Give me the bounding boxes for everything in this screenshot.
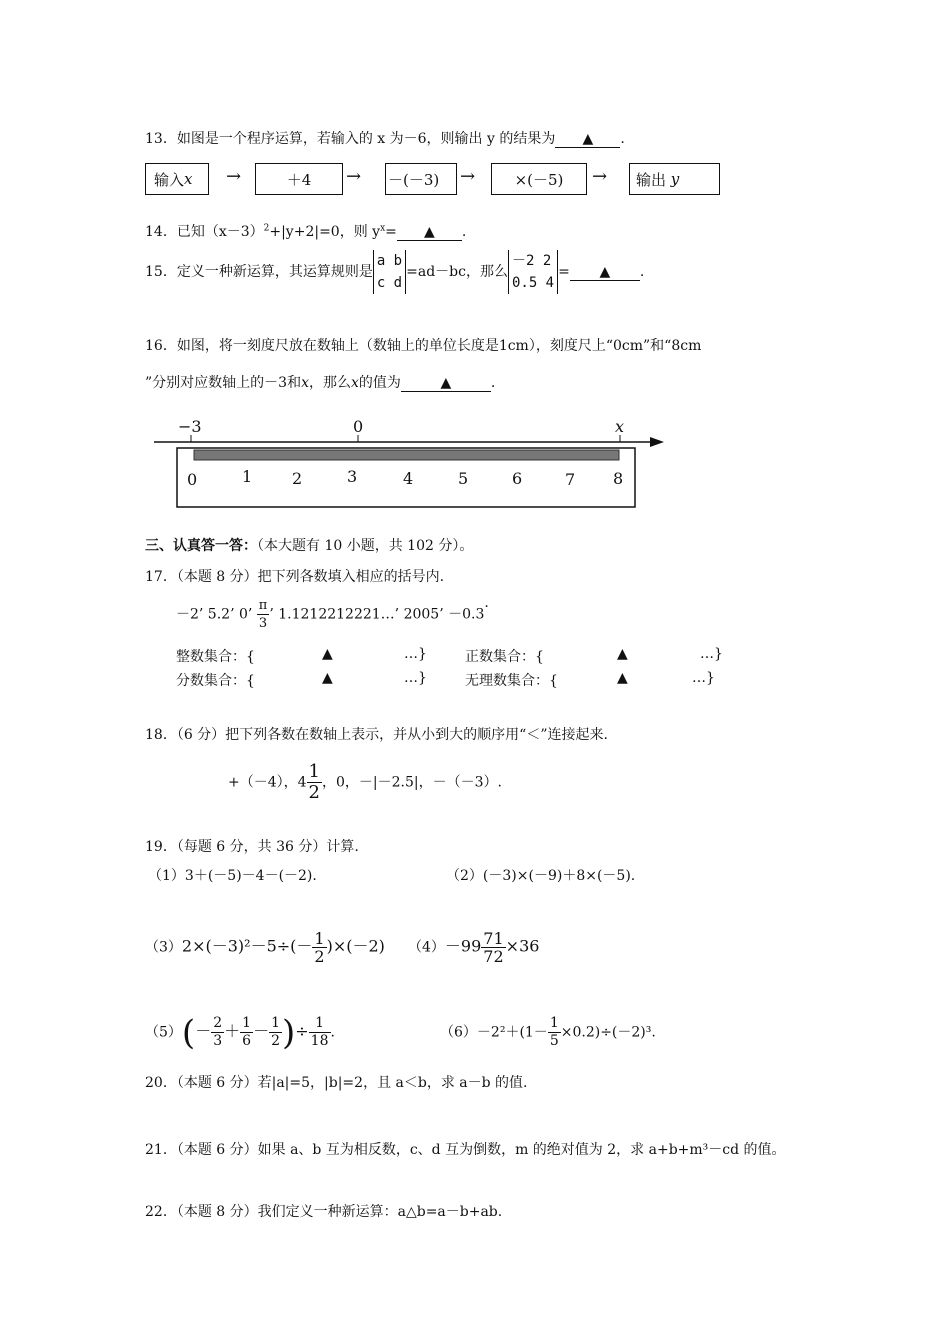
- operator: －: [253, 1021, 270, 1041]
- q19-part1: [148, 865, 317, 885]
- flow-arrow-4: →: [592, 166, 608, 187]
- triangle-mark: ▲: [617, 670, 628, 686]
- flow-arrow-2: →: [346, 166, 362, 187]
- q14-end: .: [461, 224, 467, 240]
- fraction-numerator: 1: [309, 1015, 331, 1033]
- section-3-note: （本大题有 10 小题，共 102 分）。: [257, 538, 474, 554]
- part-label: （2）: [446, 868, 483, 884]
- fraction-denominator: 6: [242, 1033, 252, 1049]
- flow-output-var: y: [670, 170, 680, 188]
- q13-prompt: 13．如图是一个程序运算，若输入的 x 为－6，则输出 y 的结果为: [145, 131, 556, 147]
- q16-line1: 16．如图，将一刻度尺放在数轴上（数轴上的单位长度是1cm），刻度尺上“0cm”和“8cm: [145, 338, 702, 354]
- q14-mid: +|y+2|=0，则 y: [269, 224, 381, 240]
- q18-numbers: [228, 762, 502, 803]
- fraction: [240, 1015, 253, 1050]
- flow-plus4-box: [255, 163, 343, 195]
- set-label: 正数集合：{: [465, 649, 544, 665]
- q20-text: 20．（本题 6 分）若|a|=5，|b|=2，且 a＜b，求 a－b 的值.: [145, 1075, 528, 1091]
- fraction-denominator: 72: [483, 947, 504, 966]
- set-end: …}: [404, 670, 427, 686]
- q16-x2: x: [350, 375, 359, 391]
- q14-sup: 2: [263, 223, 270, 234]
- q16-x: x: [301, 375, 309, 391]
- flow-arrow-3: →: [460, 166, 476, 187]
- fraction: [548, 1015, 561, 1050]
- set-end: …}: [700, 646, 723, 662]
- q18-post: ，0，－|－2.5|，－（－3）.: [322, 774, 502, 791]
- fraction: [312, 930, 326, 965]
- set-irrational: [465, 670, 558, 690]
- q21-text: 21．（本题 6 分）如果 a、b 互为相反数，c、d 互为倒数，m 的绝对值为 2，求 a+b+m³－cd 的值。: [145, 1142, 786, 1158]
- fraction-denominator: 2: [314, 947, 325, 966]
- operator: ÷: [295, 1021, 309, 1041]
- q14-answer-blank: [397, 224, 462, 241]
- fraction: [211, 1015, 224, 1050]
- set-end: …}: [692, 670, 715, 686]
- q15-answer-blank: [570, 264, 640, 281]
- fraction-denominator: 3: [258, 616, 268, 631]
- q19-part4: [408, 930, 539, 965]
- fraction-denominator: 2: [271, 1033, 280, 1049]
- ruler-label: 8: [613, 469, 624, 488]
- q14-eq: =: [385, 224, 397, 240]
- section-3-title: 三、认真答一答：: [145, 538, 257, 554]
- q14-text: [145, 221, 466, 241]
- mixed-fraction: [307, 762, 322, 803]
- q19-text: 19．（每题 6 分，共 36 分）计算.: [145, 839, 359, 855]
- expression: )×(－2): [326, 936, 385, 956]
- matrix-row: －2 2: [511, 253, 552, 269]
- expression: 3＋(－5)－4－(－2).: [184, 868, 317, 884]
- q15-end: .: [639, 264, 645, 280]
- q13-answer-blank: [555, 131, 620, 148]
- q19-part3: [145, 930, 385, 965]
- fraction-numerator: 1: [549, 1015, 559, 1031]
- q15-eq: =: [558, 264, 570, 280]
- flow-plus4-label: ＋4: [286, 170, 312, 189]
- q14-pre: 14．已知（x－3）: [145, 224, 264, 240]
- q19-part2: [446, 865, 635, 885]
- matrix-row: a b: [376, 253, 403, 269]
- flow-minus-neg3-box: [385, 163, 457, 195]
- fraction-denominator: 3: [213, 1033, 223, 1049]
- set-end: …}: [404, 646, 427, 662]
- fraction: [269, 1015, 282, 1050]
- q17-text: 17．（本题 8 分）把下列各数填入相应的括号内.: [145, 569, 445, 585]
- ruler-label: 0: [187, 470, 198, 489]
- q15-text: [145, 250, 644, 294]
- flow-arrow-1: →: [226, 166, 242, 187]
- flow-input-var: x: [184, 170, 193, 188]
- q15-matrix-2: [508, 250, 558, 294]
- q19-part5: [145, 1012, 335, 1053]
- triangle-mark: ▲: [617, 646, 628, 662]
- triangle-mark: ▲: [424, 224, 435, 240]
- q15-pre: 15．定义一种新运算，其运算规则是: [145, 264, 373, 280]
- operator: ＋: [224, 1021, 241, 1041]
- q16-line2: [145, 372, 495, 392]
- expression: ×0.2)÷(－2)³.: [560, 1024, 656, 1041]
- part-label: （5）: [145, 1024, 182, 1041]
- q17-numbers: [176, 597, 489, 632]
- q16-line2a: ”分别对应数轴上的－3和: [145, 375, 302, 391]
- q13-end: .: [620, 131, 625, 147]
- axis-arrow: [650, 437, 664, 447]
- expression: ×36: [505, 936, 540, 956]
- q19-p5-end: .: [330, 1024, 335, 1041]
- flow-times-neg5-label: ×(－5): [514, 170, 564, 189]
- part-label: （6）: [440, 1024, 477, 1041]
- q16-end: .: [490, 375, 496, 391]
- fraction: [309, 1015, 331, 1050]
- fraction-numerator: 71: [483, 929, 504, 948]
- expression: －99: [444, 936, 482, 956]
- q18-text: 18．（6 分）把下列各数在数轴上表示，并从小到大的顺序用“＜”连接起来.: [145, 727, 608, 743]
- q18-pre: +（－4），4: [228, 774, 307, 791]
- ruler-label: 2: [292, 469, 303, 488]
- set-label: 整数集合：{: [176, 649, 255, 665]
- triangle-mark: ▲: [599, 264, 611, 280]
- left-paren: (: [181, 1012, 196, 1053]
- repeating-dot: ·: [484, 598, 489, 615]
- fraction-numerator: 1: [242, 1015, 252, 1031]
- flow-output-label: 输出: [636, 170, 667, 189]
- flow-input-label: 输入: [154, 170, 185, 189]
- q15-mid: =ad－bc，那么: [406, 264, 508, 280]
- operator: －: [195, 1021, 212, 1041]
- flow-output-box: [629, 163, 720, 195]
- triangle-mark: ▲: [322, 670, 333, 686]
- ruler-label: 5: [458, 469, 469, 488]
- section-3-heading: [145, 535, 473, 555]
- triangle-mark: ▲: [322, 646, 333, 662]
- flow-input-box: [145, 163, 209, 195]
- part-label: （3）: [145, 939, 182, 956]
- fraction-denominator: 2: [308, 782, 320, 803]
- set-integer: [176, 646, 255, 666]
- ruler-label: 4: [403, 469, 414, 488]
- axis-label-x: x: [615, 417, 625, 436]
- fraction-numerator: 2: [213, 1015, 223, 1031]
- matrix-row: c d: [376, 275, 403, 291]
- fraction-denominator: 5: [549, 1033, 559, 1049]
- q17-numbers-a: －2’ 5.2’ 0’: [176, 606, 253, 623]
- fraction-denominator: 18: [310, 1033, 329, 1049]
- triangle-mark: ▲: [440, 375, 452, 391]
- q19-part6: [440, 1015, 656, 1050]
- q14-sup2: x: [380, 223, 386, 234]
- q16-line2b: ，那么: [308, 375, 351, 391]
- expression: －2²＋(1－: [476, 1024, 548, 1041]
- flow-minus-neg3-label: －(－3): [388, 170, 440, 189]
- axis-label-neg3: −3: [178, 417, 202, 436]
- q16-answer-blank: [401, 375, 491, 392]
- q13-text: [145, 128, 625, 148]
- fraction-numerator: 1: [271, 1015, 280, 1031]
- right-paren: ): [282, 1012, 296, 1053]
- set-label: 无理数集合：{: [465, 673, 558, 689]
- q16-line2c: 的值为: [358, 375, 401, 391]
- matrix-row: 0.5 4: [511, 275, 555, 291]
- fraction-numerator: π: [258, 598, 268, 613]
- flow-times-neg5-box: [491, 163, 587, 195]
- q22-text: 22．（本题 8 分）我们定义一种新运算：a△b=a－b+ab.: [145, 1204, 503, 1220]
- part-label: （4）: [408, 939, 445, 956]
- fraction-numerator: 1: [314, 929, 325, 948]
- pi-over-3-fraction: [257, 597, 270, 632]
- fraction-numerator: 1: [308, 761, 320, 782]
- expression: (－3)×(－9)＋8×(－5).: [482, 868, 636, 884]
- ruler-label: 6: [512, 469, 523, 488]
- ruler-bar: [194, 450, 619, 460]
- part-label: （1）: [148, 868, 185, 884]
- triangle-mark: ▲: [582, 131, 594, 147]
- ruler-label: 3: [347, 467, 358, 486]
- axis-label-0: 0: [353, 417, 364, 436]
- fraction: [481, 930, 505, 965]
- ruler-label: 7: [565, 470, 576, 489]
- ruler-label: 1: [242, 467, 253, 486]
- set-label: 分数集合：{: [176, 673, 255, 689]
- set-fraction: [176, 670, 255, 690]
- q15-matrix-1: [373, 250, 406, 294]
- number-line-figure: [150, 415, 670, 511]
- q17-numbers-b: ’ 1.1212212221…’ 2005’ －0.3: [269, 606, 485, 623]
- set-positive: [465, 646, 544, 666]
- expression: 2×(－3)²－5÷(－: [181, 936, 313, 956]
